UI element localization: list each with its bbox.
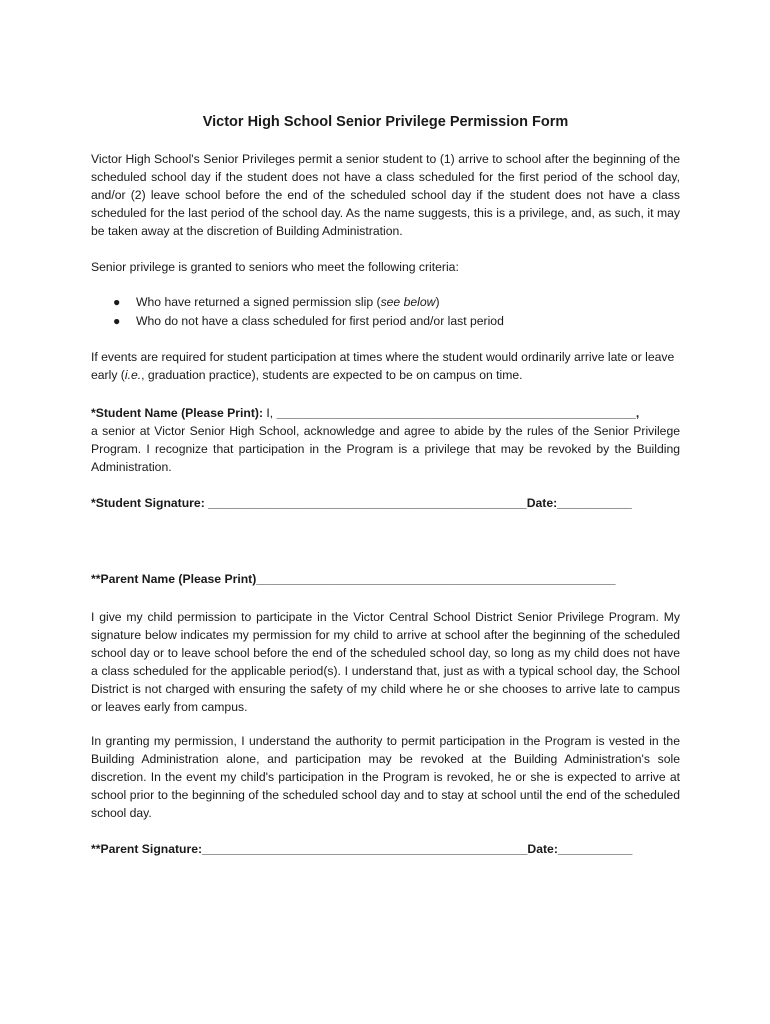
- bullet-icon: ●: [113, 314, 121, 328]
- authority-paragraph: In granting my permission, I understand the authority to permit participation in the Program is vested in the Building Administration alone, and participation may be revoked at the Building Administration's sole discretion. In the event my child's participation in the Program is revoked, he or she is expected to arrive at school prior to the beginning of the scheduled school day and to stay at school until the end of the scheduled school day.: [91, 734, 680, 820]
- list-item: ● Who do not have a class scheduled for first period and/or last period: [91, 312, 680, 331]
- student-signature-field[interactable]: *Student Signature: _______________________________________________Date:___________: [91, 496, 632, 510]
- criteria-list: [91, 293, 680, 331]
- criteria-heading: Senior privilege is granted to seniors who meet the following criteria:: [91, 260, 459, 274]
- page-title: Victor High School Senior Privilege Permission Form: [202, 114, 569, 130]
- intro-paragraph: Victor High School's Senior Privileges permit a senior student to (1) arrive to school after the beginning of the scheduled school day if the student does not have a class scheduled for the first period of the school day, and/or (2) leave school before the end of the scheduled school day if the student does not have a class scheduled for the last period of the school day. As the name suggests, this is a privilege, and, as such, it may be taken away at the discretion of Building Administration.: [91, 152, 680, 238]
- bullet-icon: ●: [113, 295, 121, 309]
- events-paragraph: If events are required for student participation at times where the student would ordinarily arrive late or leave early (i.e., graduation practice), students are expected to be on campus on time.: [91, 350, 675, 382]
- parent-signature-field[interactable]: **Parent Signature:________________________________________________Date:___________: [91, 842, 633, 856]
- student-acknowledgement: a senior at Victor Senior High School, acknowledge and agree to abide by the rules of the Senior Privilege Program. I recognize that participation in the Program is a privilege that may be revoked by the Building Administration.: [91, 424, 680, 474]
- student-name-label: *Student Name (Please Print):: [91, 406, 264, 420]
- parent-name-field[interactable]: **Parent Name (Please Print)_____________________________________________________: [91, 572, 616, 586]
- student-name-line[interactable]: *Student Name (Please Print): I, _____________________________________________________,: [91, 406, 640, 420]
- list-item: ● Who have returned a signed permission slip (see below): [91, 293, 680, 312]
- student-name-field[interactable]: _____________________________________________________,: [276, 406, 640, 420]
- parent-permission-paragraph: I give my child permission to participate in the Victor Central School District Senior Privilege Program. My signature below indicates my permission for my child to arrive at school after the beginning of the scheduled school day or to leave school before the end of the scheduled school day, so long as my child does not have a class scheduled for the applicable period(s). I understand that, just as with a typical school day, the School District is not charged with ensuring the safety of my child where he or she chooses to arrive late to campus or leaves early from campus.: [91, 610, 680, 714]
